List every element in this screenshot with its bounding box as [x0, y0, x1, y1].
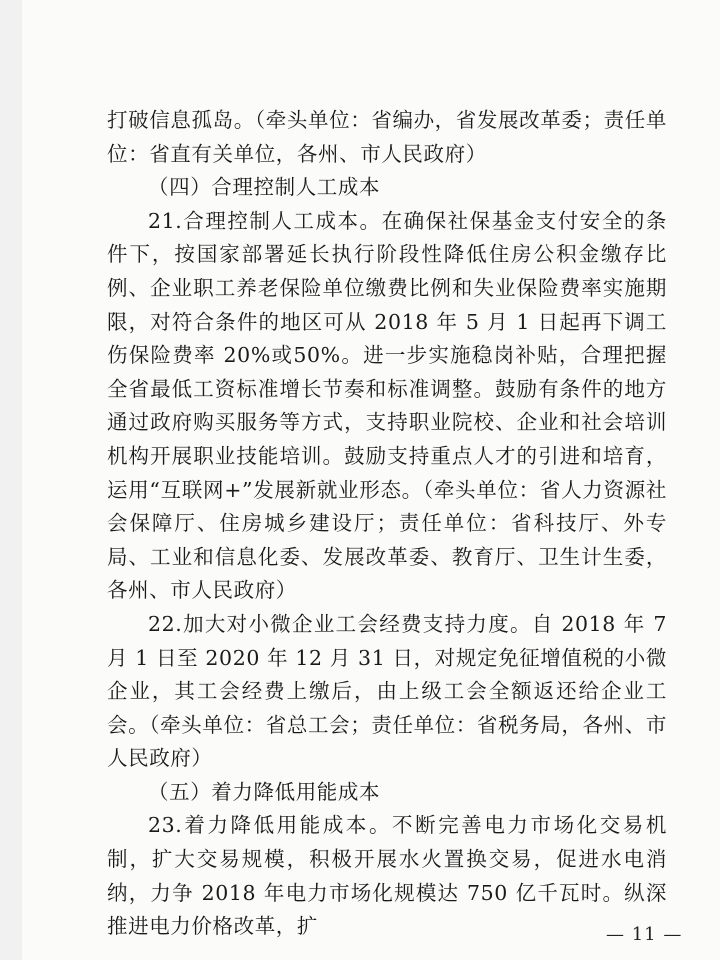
paragraph-item-22: 22.加大对小微企业工会经费支持力度。自 2018 年 7 月 1 日至 2020 年 12 月 31 日，对规定免征增值税的小微企业，其工会经费上缴后，由上级工会全额返还给企业工会。（牵头单位：省总工会；责任单位：省税务局，各州、市人民政府）: [107, 611, 667, 771]
paragraph-continuation: 打破信息孤岛。（牵头单位：省编办，省发展改革委；责任单位：省直有关单位，各州、市人民政府）: [107, 108, 667, 166]
paragraph-item-23: 23.着力降低用能成本。不断完善电力市场化交易机制，扩大交易规模，积极开展水火置换交易，促进水电消纳，力争 2018 年电力市场化规模达 750 亿千瓦时。纵深推进电力价格改革，扩: [107, 813, 667, 939]
page-number: — 11 —: [606, 924, 683, 945]
document-body: [107, 104, 667, 944]
paragraph-item-21: 21.合理控制人工成本。在确保社保基金支付安全的条件下，按国家部署延长执行阶段性降低住房公积金缴存比例、企业职工养老保险单位缴费比例和失业保险费率实施期限，对符合条件的地区可从 2018 年 5 月 1 日起再下调工伤保险费率 20%或50%。进一步实施稳岗补贴，合理把握全省最低工资标准增长节奏和标准调整。鼓励有条件的地方通过政府购买服务等方式，支持职业院校、企业和社会培训机构开展职业技能培训。鼓励支持重点人才的引进和培育，运用“互联网+”发展新就业形态。（牵头单位：省人力资源社会保障厅、住房城乡建设厅；责任单位：省科技厅、外专局、工业和信息化委、发展改革委、教育厅、卫生计生委，各州、市人民政府）: [107, 208, 667, 603]
section-heading-5: （五）着力降低用能成本: [148, 779, 381, 804]
section-heading-4: （四）合理控制人工成本: [148, 175, 381, 200]
